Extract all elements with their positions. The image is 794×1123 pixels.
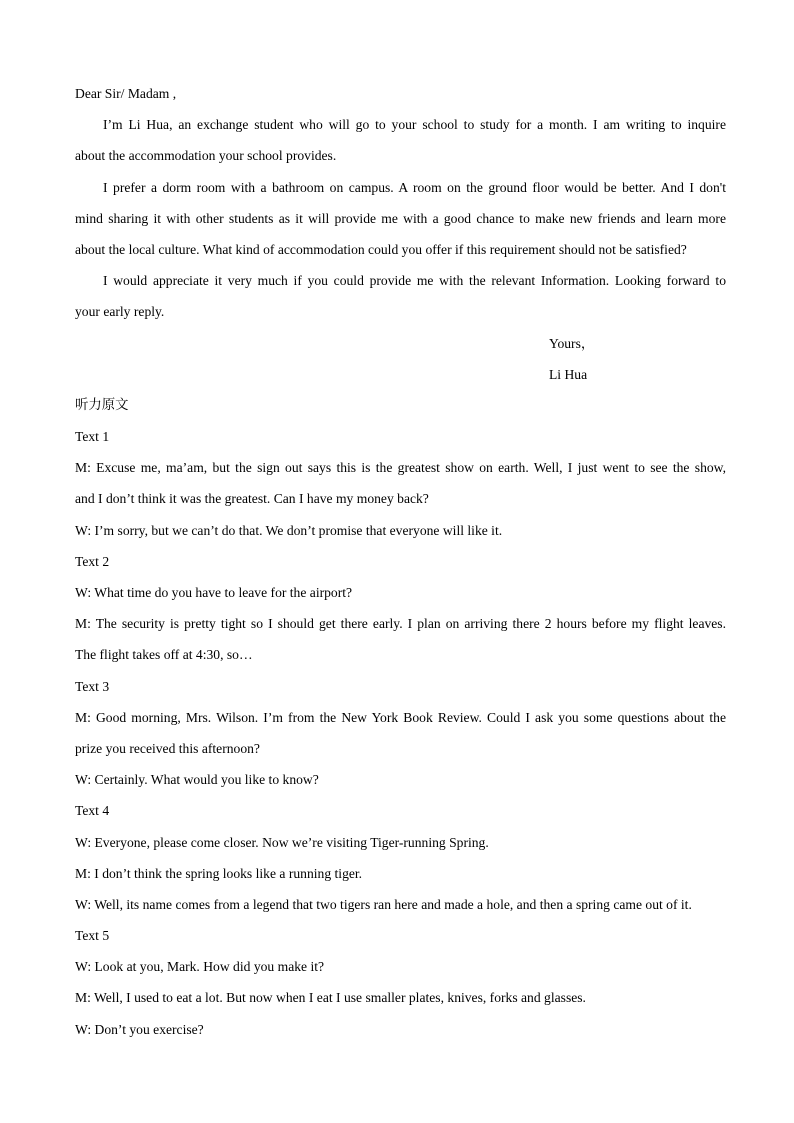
dialogue-line: M: Good morning, Mrs. Wilson. I’m from the New York Book Review. Could I ask you some questions about the [75,709,726,725]
dialogue-line: W: Don’t you exercise? [75,1021,204,1037]
letter-paragraph-line: I prefer a dorm room with a bathroom on campus. A room on the ground floor would be better. And I don't [103,179,726,195]
dialogue-line: prize you received this afternoon? [75,740,260,756]
dialogue-line: W: Certainly. What would you like to know? [75,772,319,788]
dialogue-line: M: The security is pretty tight so I should get there early. I plan on arriving there 2 hours before my flight leaves. [75,616,726,632]
letter-signature: Li Hua [549,366,588,382]
letter-paragraph-line: mind sharing it with other students as it will provide me with a good chance to make new friends and learn more [75,210,726,226]
text-2-label: Text 2 [75,553,110,569]
dialogue-line: W: Well, its name comes from a legend that two tigers ran here and made a hole, and then a spring came out of it. [75,896,692,912]
dialogue-line: W: Look at you, Mark. How did you make it? [75,959,325,975]
text-3-label: Text 3 [75,678,110,694]
letter-paragraph-line: about the local culture. What kind of accommodation could you offer if this requirement should not be satisfied? [75,241,687,257]
dialogue-line: The flight takes off at 4:30, so… [75,647,253,663]
dialogue-line: W: Everyone, please come closer. Now we’re visiting Tiger-running Spring. [75,834,489,850]
dialogue-line: W: I’m sorry, but we can’t do that. We don’t promise that everyone will like it. [75,522,503,538]
letter-closing: Yours， [549,335,595,351]
letter-greeting: Dear Sir/ Madam , [75,86,177,101]
text-1-label: Text 1 [75,429,110,445]
letter-paragraph-line: I’m Li Hua, an exchange student who will go to your school to study for a month. I am writing to inquire [103,117,726,133]
dialogue-line: M: Excuse me, ma’am, but the sign out says this is the greatest show on earth. Well, I just went to see the show, [75,460,726,476]
dialogue-line: M: I don’t think the spring looks like a running tiger. [75,865,363,881]
document-page [75,78,726,1045]
dialogue-line: M: Well, I used to eat a lot. But now when I eat I use smaller plates, knives, forks and glasses. [75,990,586,1006]
dialogue-line: and I don’t think it was the greatest. Can I have my money back? [75,491,429,507]
dialogue-line: W: What time do you have to leave for the airport? [75,585,353,600]
text-5-label: Text 5 [75,928,110,944]
letter-paragraph-line: about the accommodation your school provides. [75,148,337,164]
text-4-label: Text 4 [75,803,110,819]
letter-paragraph-line: your early reply. [75,304,165,320]
transcript-heading: 听力原文 [75,397,129,413]
letter-paragraph-line: I would appreciate it very much if you could provide me with the relevant Information. Looking forward to [103,273,726,289]
